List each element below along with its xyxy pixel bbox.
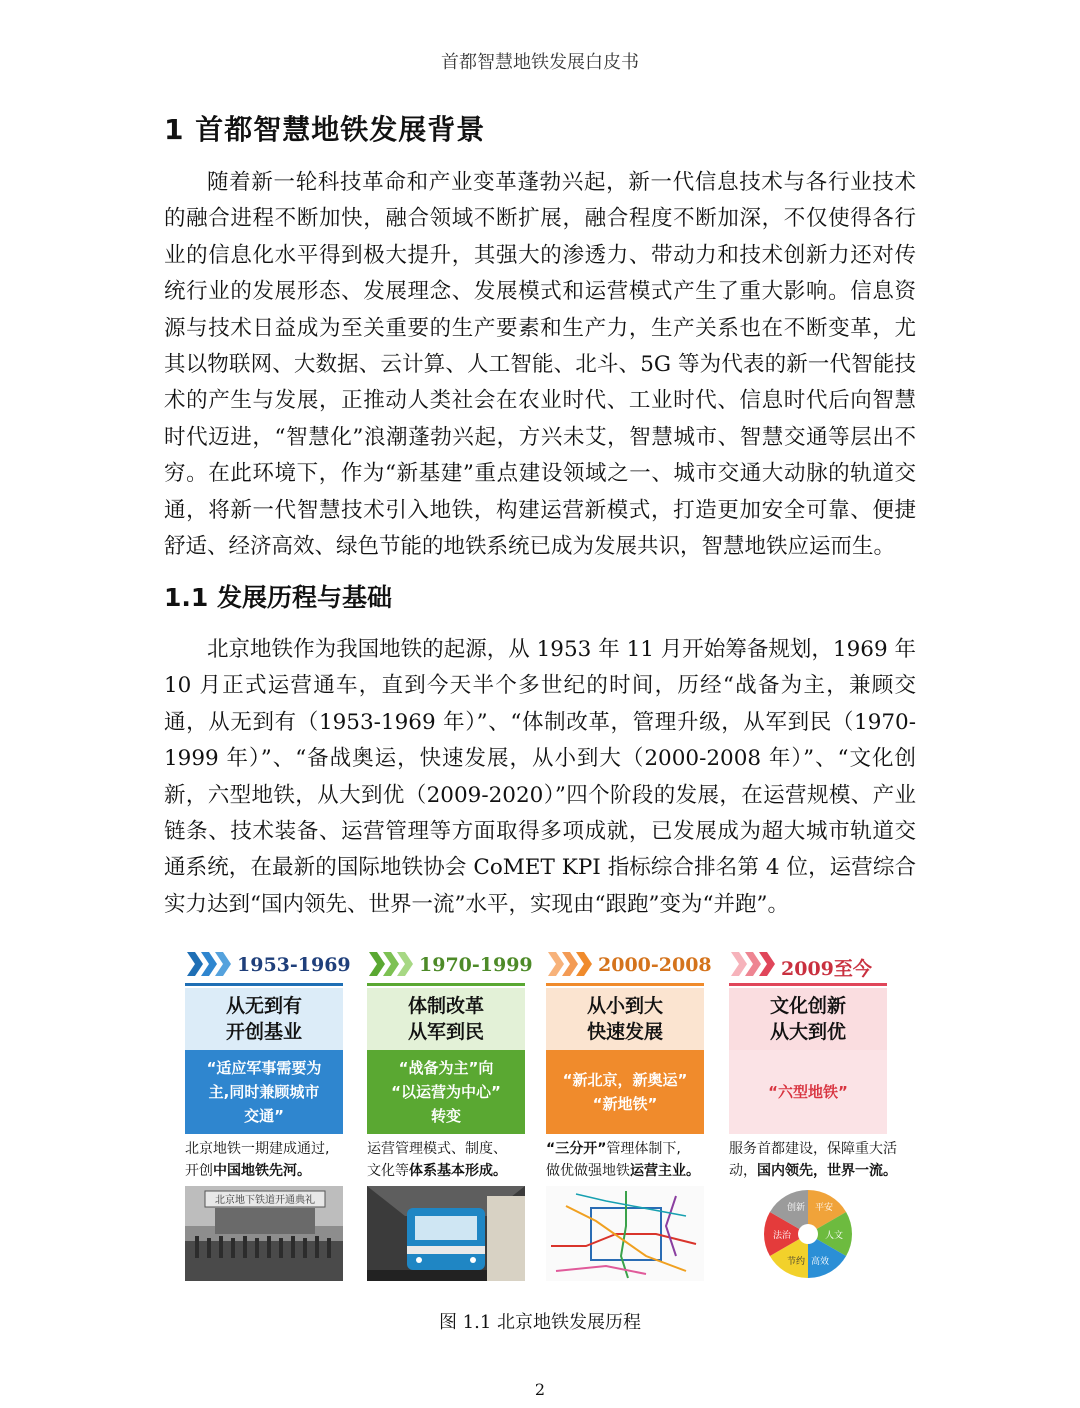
stage-description: 服务首都建设，保障重大活 动，国内领先，世界一流。 (729, 1141, 897, 1179)
divider (367, 983, 525, 986)
svg-text:平安: 平安 (814, 1203, 834, 1213)
subway-train-photo (367, 1186, 525, 1281)
historic-opening-photo (185, 1186, 343, 1281)
stage-year: 2009至今 (781, 958, 872, 980)
svg-text:创新: 创新 (786, 1203, 806, 1213)
figure-caption: 图 1.1 北京地铁发展历程 (438, 1312, 642, 1333)
stage-quote: “战备为主”向 “以运营为中心” 转变 (367, 1050, 525, 1134)
svg-text:人文: 人文 (824, 1231, 844, 1241)
stage-1953-1969 (185, 946, 351, 1286)
subway-network-map (546, 1186, 704, 1281)
stage-title: 体制改革 从军到民 (367, 988, 525, 1050)
divider (546, 983, 704, 986)
stage-title: 文化创新 从大到优 (729, 988, 887, 1050)
stage-title: 从小到大 快速发展 (546, 988, 704, 1050)
svg-text:法治: 法治 (772, 1231, 792, 1241)
section-heading: 1 首都智慧地铁发展背景 (164, 113, 486, 146)
subsection-heading: 1.1 发展历程与基础 (164, 583, 392, 612)
stage-description: 北京地铁一期建成通过, 开创中国地铁先河。 (185, 1141, 330, 1179)
stage-year: 1970-1999 (419, 954, 533, 976)
divider (729, 983, 887, 986)
stage-year: 1953-1969 (237, 954, 351, 976)
chevrons-icon (185, 950, 245, 978)
divider (185, 983, 343, 986)
stage-quote: “适应军事需要为 主,同时兼顾城市 交通” (185, 1050, 343, 1134)
svg-text:节约: 节约 (786, 1257, 806, 1267)
chevrons-icon (729, 950, 789, 978)
running-header: 首都智慧地铁发展白皮书 (441, 52, 639, 73)
stage-2009-present (729, 946, 897, 1286)
chevrons-icon (546, 950, 606, 978)
banner-text: 北京地下铁道开通典礼 (215, 1195, 315, 1206)
stage-1970-1999 (367, 946, 533, 1286)
development-timeline-figure (183, 946, 895, 1286)
page-number: 2 (534, 1380, 546, 1399)
stage-2000-2008 (546, 946, 712, 1286)
stage-quote: “六型地铁” (729, 1050, 887, 1134)
stage-quote: “新北京，新奥运” “新地铁” (546, 1050, 704, 1134)
svg-text:高效: 高效 (810, 1257, 830, 1267)
stage-description: 运营管理模式、制度、 文化等体系基本形成。 (367, 1141, 507, 1179)
stage-title: 从无到有 开创基业 (185, 988, 343, 1050)
subsection-paragraph: 北京地铁作为我国地铁的起源，从 1953 年 11 月开始筹备规划，1969 年 10 月正式运营通车，直到今天半个多世纪的时间，历经“战备为主，兼顾交通，从无到有（1953-1969 年）”、“体制改革，管理升级，从军到民（1970-1999 年）”、“备战奥运，快速发展，从小到大（2000-2008 年）”、“文化创新，六型地铁，从大到优（2009-2020）”四个阶段的发展，在运营规模、产业链条、技术装备、运营管理等方面取得多项成就，已发展成为超大城市轨道交通系统，在最新的国际地铁协会 CoMET KPI 指标综合排名第 4 位，运营综合实力达到“国内领先、世界一流”水平，实现由“跟跑”变为“并跑”。 (164, 637, 916, 917)
six-type-metro-wheel (729, 1186, 887, 1281)
chevrons-icon (367, 950, 427, 978)
stage-year: 2000-2008 (598, 954, 712, 976)
section-paragraph: 随着新一轮科技革命和产业变革蓬勃兴起，新一代信息技术与各行业技术的融合进程不断加快，融合领域不断扩展，融合程度不断加深，不仅使得各行业的信息化水平得到极大提升，其强大的渗透力、带动力和技术创新力还对传统行业的发展形态、发展理念、发展模式和运营模式产生了重大影响。信息资源与技术日益成为至关重要的生产要素和生产力，生产关系也在不断变革，尤其以物联网、大数据、云计算、人工智能、北斗、5G 等为代表的新一代智能技术的产生与发展，正推动人类社会在农业时代、工业时代、信息时代后向智慧时代迈进，“智慧化”浪潮蓬勃兴起，方兴未艾，智慧城市、智慧交通等层出不穷。在此环境下，作为“新基建”重点建设领域之一、城市交通大动脉的轨道交通，将新一代智慧技术引入地铁，构建运营新模式，打造更加安全可靠、便捷舒适、经济高效、绿色节能的地铁系统已成为发展共识，智慧地铁应运而生。 (164, 170, 916, 560)
stage-description: “三分开”管理体制下, 做优做强地铁运营主业。 (546, 1141, 700, 1179)
